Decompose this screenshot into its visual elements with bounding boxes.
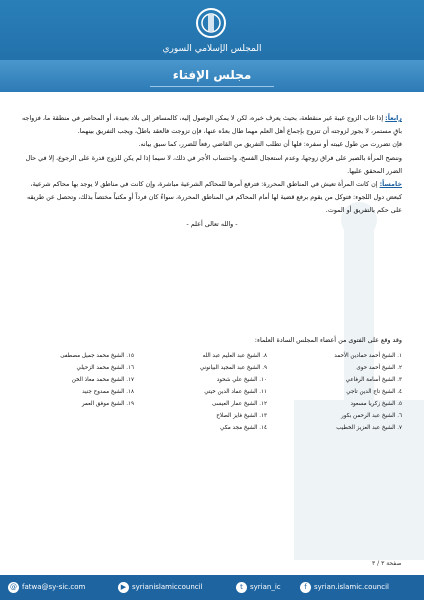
signer-name: ١٣. الشيخ فايز الصلاح bbox=[216, 413, 267, 419]
signer-name: ٥. الشيخ زكريا مسعود bbox=[350, 401, 402, 407]
paragraph-text: - والله تعالى أعلم - bbox=[186, 219, 238, 228]
paragraph-text: فإن تضررت من طول غيبته أو سفره: فلها أن تطلب التفريق من القاضي رفعاً للضرر، كما سبق بيانه. bbox=[138, 140, 402, 149]
signers-column-3 bbox=[24, 350, 134, 410]
paragraph-label: رابعاً: bbox=[385, 114, 402, 122]
council-name: المجلس الإسلامي السوري bbox=[162, 44, 262, 54]
paragraph-closing bbox=[22, 218, 402, 231]
facebook-icon: f bbox=[300, 582, 311, 593]
signers-column-1 bbox=[292, 350, 402, 434]
signer-name: ١٧. الشيخ محمد معاذ الخن bbox=[71, 377, 134, 383]
signer-name: ٤. الشيخ تاج الدين تاجي bbox=[346, 389, 402, 395]
signers-title: وقد وقع على الفتوى من أعضاء المجلس السادة العلماء: bbox=[254, 336, 402, 344]
page-number: صفحة ٣ / ٣ bbox=[372, 560, 402, 567]
footer-youtube-text: syrianislamiccouncil bbox=[132, 583, 203, 591]
email-icon: @ bbox=[10, 582, 17, 591]
signer-name: ١٨. الشيخ ممدوح جنيد bbox=[82, 389, 134, 395]
signer-name: ٢. الشيخ أحمد حوى bbox=[356, 365, 402, 371]
paragraph-harm bbox=[22, 138, 402, 151]
signer-name: ١٢. الشيخ عمار العيسى bbox=[212, 401, 267, 407]
paragraph-text: إن كانت المرأة تعيش في المناطق المحررة: فترفع أمرها للمحاكم الشرعية مباشرة، وإن كانت في مناطق لا يوجد بها محاكم شرعية، كبعض دول اللجوء: فتوكل من يقوم برفع قضية لها أمام المحاكم في المناطق المحررة، سواءٌ كان فرداً أو مكتباً مختصاً بذلك، وتحصل عن طريقه على حكم بالتفريق أو الموت. bbox=[27, 180, 402, 215]
twitter-icon: t bbox=[236, 582, 247, 593]
signer-name: ٩. الشيخ عبد المجيد البيانوني bbox=[199, 365, 267, 371]
footer-facebook[interactable] bbox=[300, 581, 389, 594]
paragraph-fifth bbox=[22, 178, 402, 218]
signer-name: ١٦. الشيخ محمد الزحيلي bbox=[76, 365, 134, 371]
council-logo-icon bbox=[191, 6, 231, 40]
signers-list bbox=[22, 350, 402, 440]
footer-email-text: fatwa@sy-sic.com bbox=[22, 583, 86, 591]
signer-name: ١١. الشيخ عماد الدين خيتي bbox=[204, 389, 267, 395]
footer-email[interactable] bbox=[8, 581, 85, 594]
paragraph-fourth bbox=[22, 112, 402, 138]
signer-name: ٣. الشيخ أسامة الرفاعي bbox=[345, 377, 402, 383]
signer-name: ٦. الشيخ عبد الرحمن بكور bbox=[341, 413, 402, 419]
footer-twitter[interactable] bbox=[236, 581, 281, 594]
paragraph-advice bbox=[22, 152, 402, 178]
signer-name: ١٤. الشيخ مجد مكي bbox=[220, 425, 267, 431]
paragraph-text: إذا غاب الزوج غيبة غير منقطعة، بحيث يعرف خبره، لكن لا يمكن الوصول إليه، كالمسافر إلى بلاد بعيدة، أو المحاصر في منطقة ما، فزواجه باقٍ مستمر، لا يجوز لزوجته أن تتزوج بإجماع أهل العلم مهما طال بعدُه عنها، فإن تزوجت فالعقد باطلٌ، ويجب التفريق بينهما. bbox=[22, 114, 402, 136]
footer-bar bbox=[0, 575, 424, 600]
signer-name: ١. الشيخ أحمد حمادين الأحمد bbox=[334, 353, 402, 359]
signer-name: ٨. الشيخ عبد العليم عبد الله bbox=[202, 353, 267, 359]
paragraph-label: خامساً: bbox=[379, 180, 402, 189]
footer-twitter-text: syrian_ic bbox=[250, 583, 281, 591]
footer-youtube[interactable] bbox=[118, 581, 203, 594]
youtube-icon: ▶ bbox=[118, 582, 129, 593]
signer-name: ١٩. الشيخ موفق العمر bbox=[81, 401, 134, 407]
signer-name: ١٠. الشيخ علي شحود bbox=[216, 377, 267, 383]
signers-column-2 bbox=[157, 350, 267, 434]
footer-website-text: syrian.islamic.council bbox=[314, 583, 389, 591]
fatwa-body bbox=[22, 112, 402, 231]
header-divider bbox=[150, 86, 274, 87]
paragraph-text: وننصح المرأة بالصبر على فراق زوجها، وعدم استعجال الفسخ، واحتساب الأجر في ذلك، لا سيما إذا لم يكن للزوج قدرة على الرجوع، إلا في حال الضرر المحقق عليها. bbox=[25, 153, 402, 175]
signer-name: ٧. الشيخ عبد العزيز الخطيب bbox=[336, 425, 402, 431]
section-title: مجلس الإفتاء bbox=[172, 68, 252, 82]
signer-name: ١٥. الشيخ محمد جميل مصطفى bbox=[60, 353, 134, 359]
